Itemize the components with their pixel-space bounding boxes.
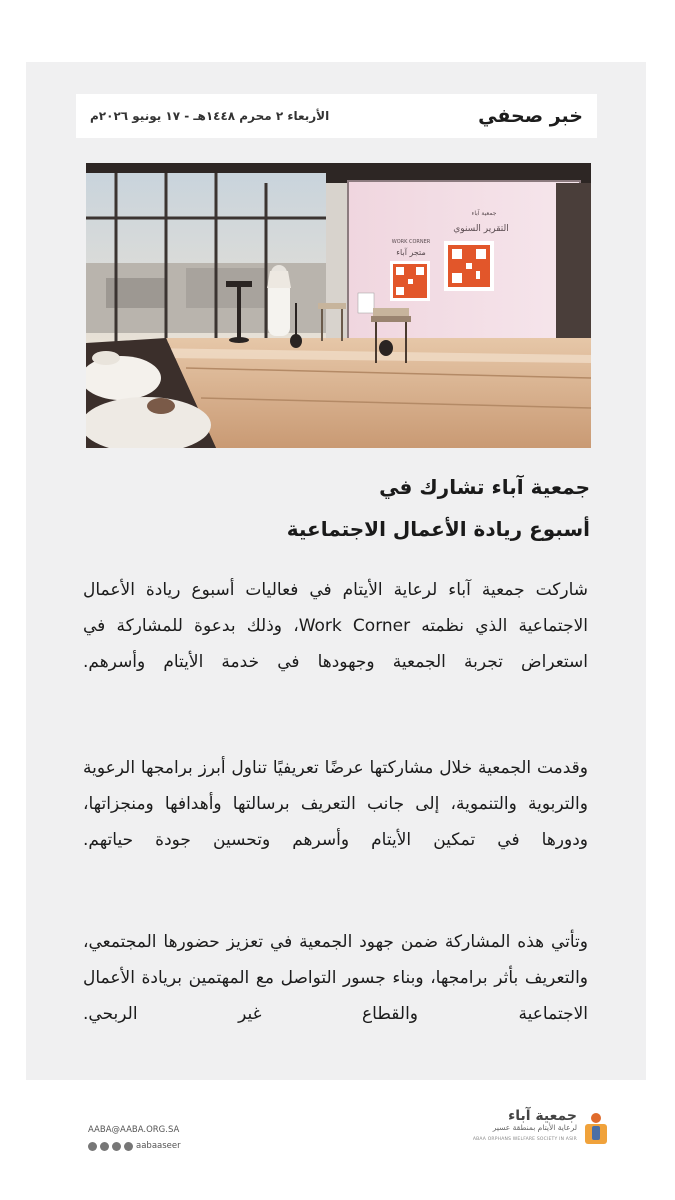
press-release-tag: خبر صحفي: [478, 105, 583, 127]
screen-label-annual: التقرير السنوي: [453, 224, 509, 234]
news-card: [26, 62, 646, 1080]
logo-name: جمعية آباء: [508, 1108, 577, 1124]
abaa-logo-icon: [583, 1110, 609, 1146]
screen-logo: جمعية آباء: [471, 210, 497, 217]
title-line-1: جمعية آباء تشارك في: [379, 475, 590, 499]
publish-date: الأربعاء ٢ محرم ١٤٤٨هـ - ١٧ يونيو ٢٠٢٦م: [90, 109, 330, 123]
qr-code-annual: [444, 241, 494, 291]
screen-brand: WORK CORNER: [391, 239, 431, 245]
screen-label-store: متجر آباء: [396, 248, 426, 257]
logo-english: ABAA ORPHANS WELFARE SOCIETY IN ASIR: [472, 1137, 577, 1142]
body-paragraph-1: شاركت جمعية آباء لرعاية الأيتام في فعاليات أسبوع ريادة الأعمال الاجتماعية الذي نظمته Work Corner، وذلك بدعوة للمشاركة في استعراض تجربة الجمعية وجهودها في خدمة الأيتام وأسرهم.: [83, 580, 588, 672]
footer-logo: [473, 1110, 609, 1146]
title-line-2: أسبوع ريادة الأعمال الاجتماعية: [286, 517, 590, 541]
article-title: [70, 466, 590, 550]
social-links: [88, 1138, 181, 1154]
logo-text: [473, 1110, 577, 1146]
logo-subtitle: لرعاية الأيتام بمنطقة عسير: [492, 1123, 577, 1132]
footer-contact: [88, 1122, 181, 1154]
instagram-icon[interactable]: [88, 1142, 97, 1151]
body-paragraph-2: وقدمت الجمعية خلال مشاركتها عرضًا تعريفيًا تناول أبرز برامجها الرعوية والتربوية والتنموية، إلى جانب التعريف برسالتها وأهدافها ومنجزاتها، ودورها في تمكين الأيتام وأسرهم وتحسين جودة حياتهم.: [83, 758, 588, 850]
qr-code-store: [390, 261, 430, 301]
event-photo: [86, 163, 591, 448]
body-paragraph-3: وتأتي هذه المشاركة ضمن جهود الجمعية في تعزيز حضورها المجتمعي، والتعريف بأثر برامجها، وبناء جسور التواصل مع المهتمين بريادة الأعمال الاجتماعية والقطاع غير الربحي.: [83, 932, 588, 1024]
snapchat-icon[interactable]: [112, 1142, 121, 1151]
header-bar: [76, 94, 597, 138]
youtube-icon[interactable]: [100, 1142, 109, 1151]
social-handle[interactable]: aabaaseer: [136, 1141, 181, 1151]
x-icon[interactable]: [124, 1142, 133, 1151]
contact-email[interactable]: AABA@AABA.ORG.SA: [88, 1125, 180, 1135]
